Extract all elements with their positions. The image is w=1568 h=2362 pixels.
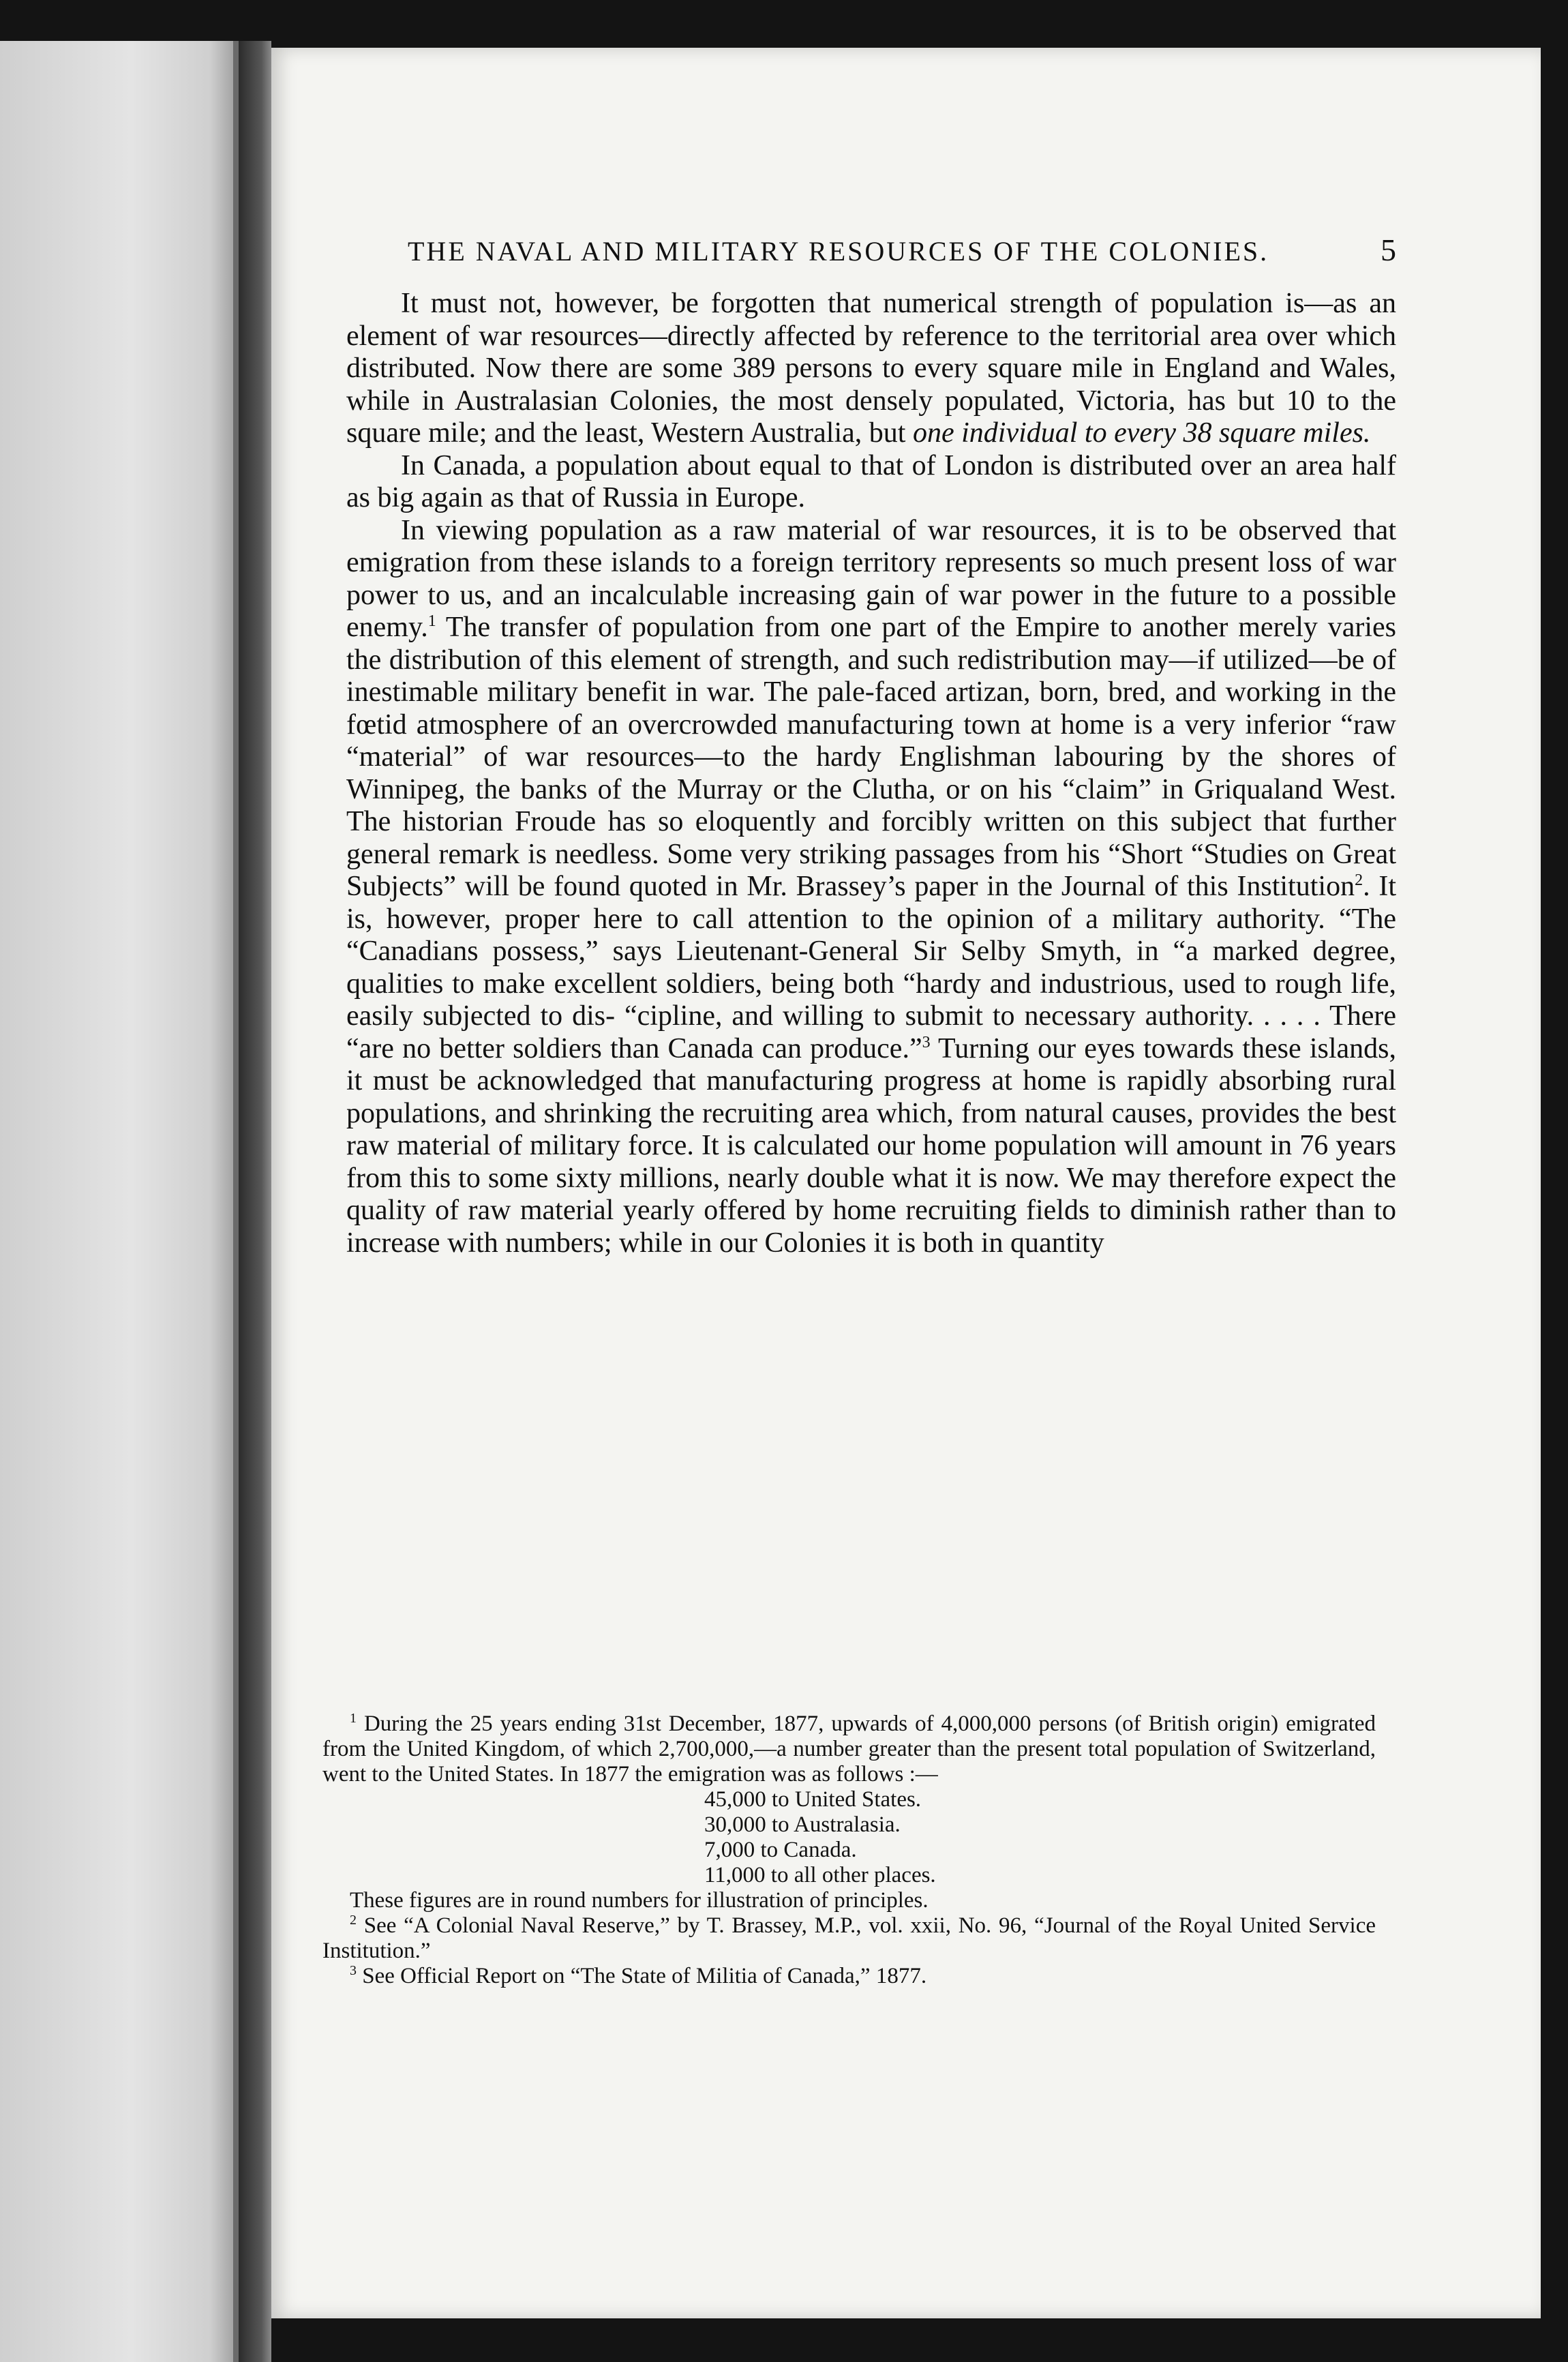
footnote-1 (322, 1711, 1376, 1787)
facing-page-edge (233, 41, 239, 2362)
footnote-ref-2: 2 (1355, 871, 1363, 889)
footnote-2-text: See “A Colonial Naval Reserve,” by T. Brassey, M.P., vol. xxii, No. 96, “Journal of the Royal United Service Institution.” (322, 1913, 1376, 1963)
footnote-2 (322, 1913, 1376, 1964)
footnote-1-marker: 1 (350, 1711, 357, 1726)
paragraph-1 (346, 288, 1396, 450)
page-header (408, 232, 1396, 268)
body-text (346, 288, 1396, 1259)
footnote-ref-1: 1 (427, 612, 436, 630)
paragraph-3 (346, 515, 1396, 1260)
paragraph-1-italic: one individual to every 38 square miles. (912, 417, 1371, 449)
book-gutter (239, 41, 271, 2362)
footnote-1-note: These figures are in round numbers for illustration of principles. (350, 1888, 929, 1913)
footnote-1-text: During the 25 years ending 31st December, 1877, upwards of 4,000,000 persons (of British origin) emigrated from the United Kingdom, of which 2,700,000,—a number greater than the present total population of Switzerland, went to the United States. In 1877 the emigration was as follows :— (322, 1711, 1376, 1787)
paragraph-1-text: It must not, however, be forgotten that numerical strength of population is—as an element of war resources—directly affected by reference to the territorial area over which distributed. Now there are some 389 persons to every square mile in England and Wales, while in Australasian Colonies, the most densely populated, Victoria, has but 10 to the square mile; and the least, Western Australia, but (346, 288, 1396, 449)
emigration-item: 30,000 to Australasia. (704, 1812, 901, 1837)
emigration-list (322, 1787, 1376, 1888)
footnote-ref-3: 3 (922, 1033, 931, 1051)
paragraph-3-part-b: The transfer of population from one part of the Empire to another merely varies the distribution of this element of strength, and such redistribution may—if utilized—be of inestimable military benefit in war. The pale-faced artizan, born, bred, and working in the fœtid atmosphere of an overcrowded manufacturing town at home is a very inferior “raw “material” of war resources—to the hardy Englishman labouring by the shores of Winnipeg, the banks of the Murray or the Clutha, or on his “claim” in Griqualand West. The historian Froude has so eloquently and forcibly written on this subject that further general remark is needless. Some very striking passages from his “Short “Studies on Great Subjects” will be found quoted in Mr. Brassey’s paper in the Journal of this Institution (346, 612, 1396, 902)
running-head: THE NAVAL AND MILITARY RESOURCES OF THE COLONIES. (408, 236, 1269, 267)
footnote-3-text: See Official Report on “The State of Militia of Canada,” 1877. (362, 1964, 927, 1988)
page-number: 5 (1381, 233, 1396, 267)
footnote-3-marker: 3 (350, 1963, 357, 1978)
footnotes (322, 1711, 1376, 1989)
paragraph-3-part-d: Turning our eyes towards these islands, it must be acknowledged that manufacturing progress at home is rapidly absorbing rural populations, and shrinking the recruiting area which, from natural causes, provides the best raw material of military force. It is calculated our home population will amount in 76 years from this to some sixty millions, nearly double what it is now. We may therefore expect the quality of raw material yearly offered by home recruiting fields to diminish rather than to increase with numbers; while in our Colonies it is both in quantity (346, 1032, 1396, 1259)
book-page (271, 48, 1541, 2318)
facing-page-left (0, 41, 239, 2362)
footnote-3 (322, 1964, 1376, 1989)
paragraph-3-part-a: In viewing population as a raw material of war resources, it is to be observed that emigration from these islands to a foreign territory represents so much present loss of war power to us, and an incalculable increasing gain of war power in the future to a possible enemy. (346, 514, 1396, 643)
paragraph-2: In Canada, a population about equal to that of London is distributed over an area half as big again as that of Russia in Europe. (346, 449, 1396, 513)
emigration-item: 45,000 to United States. (704, 1787, 922, 1812)
paragraph-3-part-c: . It is, however, proper here to call attention to the opinion of a military authority. “The “Canadians possess,” says Lieutenant-General Sir Selby Smyth, in “a marked degree, qualities to make excellent soldiers, being both “hardy and industrious, used to rough life, easily subjected to dis- “cipline, and willing to submit to necessary authority. . . . . There “are no better soldiers than Canada can produce.” (346, 871, 1396, 1064)
emigration-item: 11,000 to all other places. (704, 1863, 936, 1887)
emigration-item: 7,000 to Canada. (704, 1838, 857, 1862)
footnote-2-marker: 2 (350, 1913, 357, 1928)
